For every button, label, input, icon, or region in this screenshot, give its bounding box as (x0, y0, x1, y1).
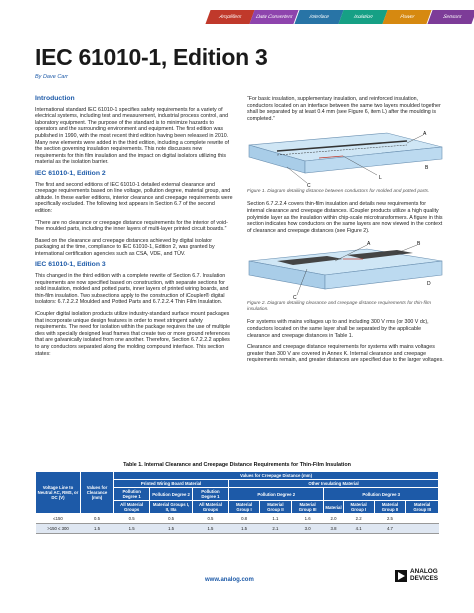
paragraph-edition-3: This changed in the third edition with a complete rewrite of Section 6.7. Insulation requirements are now specified based on construction, with separate sections for solid insulation, molded and potted parts, inner layers of printed wiring boards, and thin-film insulation. Two subsections apply to the construction of iCoupler® digital isolators: 6.7.2.2.2 Moulded and Potted Parts and 6.7.2.2.4 Thin Film Insulation. (35, 273, 229, 306)
footer-website-link[interactable]: www.analog.com (205, 577, 254, 583)
header-pd2b: Pollution Degree 2 (229, 488, 324, 501)
figure-2-caption: Figure 2. Diagram detailing clearance and creepage distance requirements for thin-film insulation. (247, 301, 431, 313)
table-cell: 1.5 (114, 524, 150, 534)
header-mg1: Material Group I (229, 501, 260, 514)
quote-section-6722: “For basic insulation, supplementary insulation, and reinforced insulation, conductors located on an interface between the same two layers moulded together shall be separated by at least 0.4 mm (see Figure 6, item L) after the moulding is completed.” (247, 96, 441, 122)
table-title: Table 1. Internal Clearance and Creepage Distance Requirements for Thin-Film Insulation (123, 462, 351, 468)
header-pd3: Pollution Degree 3 (324, 488, 439, 501)
section-heading-introduction: Introduction (35, 95, 75, 102)
table-cell: >150 ≤ 300 (36, 524, 81, 534)
banner-segment: Power (383, 10, 432, 24)
table-row (36, 524, 439, 534)
banner-segment: Data Converters (250, 10, 299, 24)
table-cell: 3.0 (291, 524, 324, 534)
figure-2 (247, 239, 444, 302)
header-mg1b: Material Group I (343, 501, 374, 514)
figure-1-diagram (247, 127, 444, 189)
table-cell: 1.5 (150, 524, 193, 534)
section-heading-edition-2: IEC 61010-1, Edition 2 (35, 169, 106, 177)
table-cell: 2.1 (260, 524, 292, 534)
article-title: IEC 61010-1, Edition 3 (35, 44, 268, 70)
table-cell: 0.5 (114, 514, 150, 524)
paragraph-mains-300v: For systems with mains voltages up to and including 300 V rms (or 300 V dc), conductors located on the same layer shall be separated by the applicable clearance and creepage distances in Table 1. (247, 319, 429, 339)
table-cell: 0.5 (192, 514, 228, 524)
table-cell: 2.5 (374, 514, 406, 524)
banner-segment: Isolation (338, 10, 387, 24)
header-pd2: Pollution Degree 2 (150, 488, 193, 501)
header-other-material: Other Insulating Material (229, 480, 439, 488)
figure-1-label-l: L (379, 175, 382, 182)
paragraph-introduction: International standard IEC 61010-1 specifies safety requirements for a variety of electrical systems, including test and measurement, industrial process control, and laboratory equipment. The purpose of the standard is to minimize hazards to operators and the surrounding environment and equipment. The first edition was published in 1990, with the most recent third edition having been released in 2010. Many new elements were added in the third edition, including a complete rewrite of the section governing insulation requirements. This note discusses new requirements for thin film insulation and the impact on digital isolators utilizing this material as the isolation barrier. (35, 106, 230, 166)
right-column (247, 96, 444, 369)
figure-1-label-c: C (307, 183, 311, 190)
figure-1 (247, 127, 444, 190)
header-all-groups-2: All Material Groups (192, 501, 228, 514)
header-groups-123b: Material Groups I, II, IIIa (150, 501, 193, 514)
banner-segment: Sensors (427, 10, 474, 24)
paragraph-edition-3-cont: iCoupler digital isolation products utilize industry-standard surface mount packages that incorporate unique design features in order to meet stringent safety requirements. The need for isolation within the package requires the use of multiple dies with specially designed lead frames that create two or more ground references that are galvanically isolated from one another. Therefore, Section 6.7.2.2.2 applies to any conductors separated along the molding compound interface. This section states: (35, 311, 231, 357)
header-pd1b: Pollution Degree 1 (192, 488, 228, 501)
table-cell: 3.8 (324, 524, 343, 534)
header-all-groups: All Material Groups (114, 501, 150, 514)
paragraph-thin-film: Section 6.7.2.2.4 covers thin-film insulation and details new requirements for internal clearance and creepage distances. iCoupler products utilize a high quality polyimide layer as the insulation within chip-scale microtransformers. A figure in this section indicates how conductors on the same layers are now viewed in the context of clearance and creepage distances (see Figure 2). (247, 201, 443, 234)
figure-2-diagram (247, 239, 444, 301)
figure-1-caption: Figure 1. Diagram detailing distance between conductors for molded and potted parts. (247, 189, 430, 195)
paragraph-edition-2: The first and second editions of IEC 61010-1 detailed external clearance and creepage requirements based on line voltage, pollution degree, material group, and altitude. In these earlier editions, interior clearance and creepage requirements were specifically excluded. The following text appears in Section 6.7 of the second edition: (35, 181, 233, 214)
header-mg3: Material Group III (291, 501, 324, 514)
table-cell: 4.1 (343, 524, 374, 534)
banner-segment: Amplifiers (205, 10, 254, 24)
header-mg3b: Material Group III (406, 501, 439, 514)
header-pwb-material: Printed Wiring Board Material (114, 480, 229, 488)
figure-2-label-b: B (417, 241, 421, 248)
section-heading-edition-3: IEC 61010-1, Edition 3 (35, 261, 106, 269)
table-cell: 1.5 (81, 524, 114, 534)
header-mg2b: Material Group II (374, 501, 406, 514)
table-cell: 0.8 (229, 514, 260, 524)
logo-line-1: ANALOG (410, 568, 438, 575)
table-cell: 2.2 (343, 514, 374, 524)
header-material: Material (324, 501, 343, 514)
table-cell: 4.7 (374, 524, 406, 534)
figure-1-label-a: A (423, 131, 427, 138)
header-clearance: Values for Clearance (mm) (81, 472, 114, 514)
table-cell: 1.1 (260, 514, 292, 524)
table-cell: 0.5 (150, 514, 193, 524)
paragraph-annex-k: Clearance and creepage distance requirements for systems with mains voltages greater than 300 V are covered in Annex K. Internal clearance and creepage requirements remain, and greater distances are specified due to the larger voltages. (247, 344, 444, 364)
table-row (36, 514, 439, 524)
left-column (35, 96, 233, 362)
banner-segment: Interface (294, 10, 343, 24)
figure-2-label-d: D (427, 281, 431, 288)
header-pd1: Pollution Degree 1 (114, 488, 150, 501)
header-creepage: Values for Creepage Distance (mm) (114, 472, 439, 480)
product-category-banner (208, 10, 474, 24)
byline: By Dave Carr (35, 74, 69, 80)
header-voltage: Voltage Line to Neutral AC, RMS, or DC (V) (36, 472, 81, 514)
table-cell: 0.5 (81, 514, 114, 524)
table-cell: 1.5 (229, 524, 260, 534)
header-mg2: Material Group II (260, 501, 292, 514)
paragraph-edition-2-cont: Based on the clearance and creepage distances achieved by digital isolator packaging at the time, compliance to IEC 61010-1, Edition 2, was granted by international certification agencies such as CSA, VDE, and TÜV. (35, 237, 215, 257)
table-cell: 1.6 (291, 514, 324, 524)
figure-1-label-b: B (425, 165, 429, 172)
table-cell: 2.0 (324, 514, 343, 524)
figure-2-label-a: A (367, 241, 371, 248)
logo-line-2: DEVICES (410, 574, 439, 582)
figure-2-label-c: C (293, 295, 297, 302)
table-cell: ≤150 (36, 514, 81, 524)
table-cell: 1.5 (192, 524, 228, 534)
clearance-creepage-table (35, 471, 439, 534)
analog-devices-logo (395, 569, 438, 583)
triangle-logo-icon (395, 570, 407, 582)
quote-edition-2: “There are no clearance or creepage distance requirements for the interior of void-free moulded parts, including the inner layers of multi-layer printed circuit boards.” (35, 219, 228, 233)
